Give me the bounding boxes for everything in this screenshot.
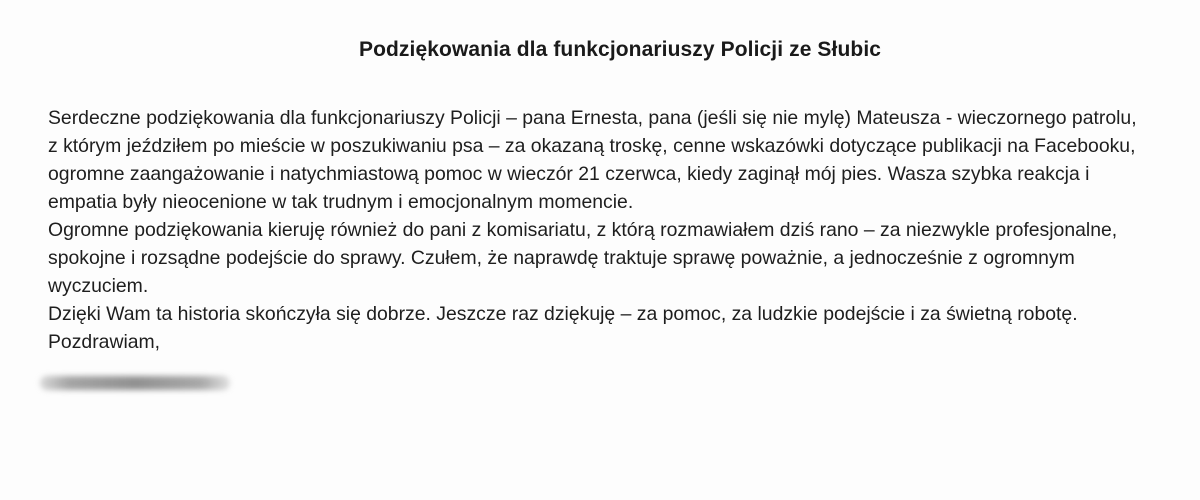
- letter-closing: Pozdrawiam,: [48, 331, 161, 353]
- letter-line: z którym jeździłem po mieście w poszukiwaniu psa – za okazaną troskę, cenne wskazówki dotyczące publikacji na Facebooku,: [48, 135, 1136, 157]
- letter-title: Podziękowania dla funkcjonariuszy Policji ze Słubic: [358, 38, 882, 61]
- letter-line: Serdeczne podziękowania dla funkcjonariuszy Policji – pana Ernesta, pana (jeśli się nie mylę) Mateusza - wieczornego patrolu,: [48, 107, 1137, 129]
- letter-line: Ogromne podziękowania kieruję również do pani z komisariatu, z którą rozmawiałem dziś rano – za niezwykle profesjonalne,: [48, 219, 1118, 241]
- letter-line: empatia były nieocenione w tak trudnym i emocjonalnym momencie.: [48, 191, 634, 213]
- letter-line: ogromne zaangażowanie i natychmiastową pomoc w wieczór 21 czerwca, kiedy zaginął mój pies. Wasza szybka reakcja i: [48, 163, 1090, 185]
- letter-body: [48, 104, 1188, 356]
- redacted-signature: [40, 376, 230, 390]
- letter-line: spokojne i rozsądne podejście do sprawy. Czułem, że naprawdę traktuje sprawę poważnie, a jednocześnie z ogromnym: [48, 247, 1075, 269]
- letter-line: wyczuciem.: [48, 275, 149, 297]
- letter-line: Dzięki Wam ta historia skończyła się dobrze. Jeszcze raz dziękuję – za pomoc, za ludzkie podejście i za świetną robotę.: [48, 303, 1078, 325]
